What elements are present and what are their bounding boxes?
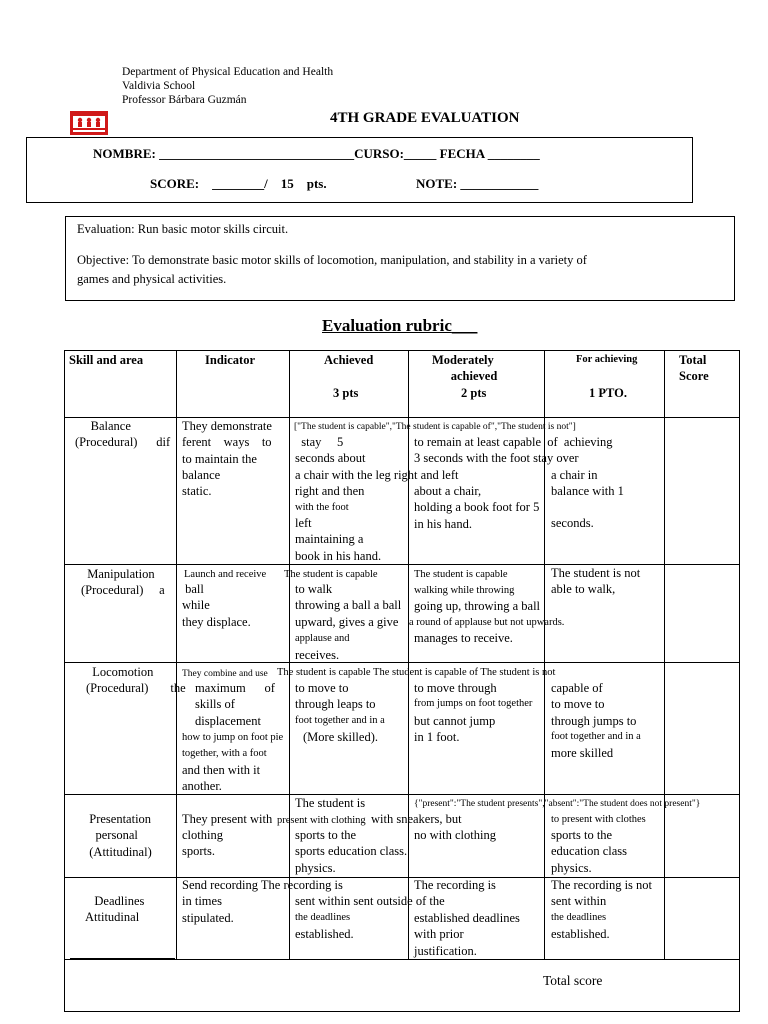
school-logo-icon [70,111,108,135]
manipulation-moderate-small-2: a round of applause but not upwards. [409,617,565,628]
presentation-indicator-2: clothing sports. [182,828,223,859]
score-line: SCORE: ________/ 15 pts. [150,176,327,191]
manipulation-moderate-small: The student is capable walking while throwing [414,569,515,597]
deadlines-for-achieving-2: established. [551,927,610,941]
locomotion-achieved-2: (More skilled). [303,730,378,744]
locomotion-for-achieving: capable of to move to through jumps to [551,681,637,728]
row-divider [64,794,739,795]
total-score-label: Total score [543,973,603,988]
deadlines-for-achieving: The recording is not sent within [551,878,653,909]
header-total: Total Score [679,353,709,384]
header-skill: Skill and area [69,353,144,367]
locomotion-indicator: maximum of skills of displacement [195,681,275,728]
balance-achieved-2: left maintaining a book in his hand. [295,516,382,563]
signature-line [70,958,175,960]
note-line: NOTE: ____________ [416,176,539,191]
balance-skill: Balance (Procedural) dif [75,419,171,450]
header-for-achieving: For achieving [576,354,638,365]
department-name: Department of Physical Education and Health [122,66,334,78]
deadlines-achieved-2: established. [295,927,354,941]
locomotion-skill: Locomotion (Procedural) the [86,665,186,696]
balance-achieved-small: with the foot [295,502,349,513]
deadlines-achieved: sent within sent outside of the [295,894,445,908]
col-divider [176,350,177,959]
rubric-title-trail: ___ [451,316,478,335]
manipulation-moderate-2: manages to receive. [414,631,513,645]
locomotion-moderate-small: from jumps on foot together [414,698,533,709]
balance-json-note: ["The student is capable","The student is capable of","The student is not"] [294,422,576,432]
col-divider [289,350,290,959]
header-moderate-pts: 2 pts [461,386,487,400]
locomotion-indicator-small-3: together, with a foot [182,748,267,759]
locomotion-indicator-small: They combine and use [182,669,268,679]
objective-line-2: games and physical activities. [77,272,227,286]
presentation-indicator: They present with [182,812,273,826]
deadlines-indicator: Send recording The recording is in times stipulated. [182,878,343,925]
objective-line-1: Objective: To demonstrate basic motor skills of locomotion, manipulation, and stability in a variety of [77,253,587,267]
locomotion-moderate-2: but cannot jump in 1 foot. [414,714,496,745]
locomotion-achieved-small: foot together and in a [295,715,385,726]
evaluation-box [65,216,735,301]
presentation-for-achieving: sports to the education class physics. [551,828,628,875]
manipulation-for-achieving: The student is not able to walk, [551,566,641,597]
manipulation-achieved-2: receives. [295,648,340,662]
name-course-date-line: NOMBRE: ______________________________CURSO:_____ FECHA ________ [93,146,540,161]
student-info-box [26,137,693,203]
page-title: 4TH GRADE EVALUATION [330,110,520,126]
header-achieved-pts: 3 pts [333,386,359,400]
manipulation-skill: Manipulation (Procedural) a [81,567,165,598]
locomotion-achieved: to move to through leaps to [295,681,376,712]
manipulation-indicator-small: Launch and receive [184,569,267,580]
balance-for-achieving: a chair in balance with 1 [551,468,624,499]
deadlines-for-achieving-small: the deadlines [551,912,607,923]
manipulation-moderate: going up, throwing a ball [414,599,541,613]
presentation-indicator-small: present with clothing [277,815,366,826]
balance-moderate-2: about a chair, holding a book foot for 5 in his hand. [414,484,540,531]
locomotion-indicator-small-2: how to jump on foot pie [182,732,284,743]
locomotion-for-achieving-2: more skilled [551,746,614,760]
presentation-moderate: no with clothing [414,828,496,842]
deadlines-skill: Deadlines Attitudinal [85,894,145,925]
header-moderate: Moderately achieved [432,353,498,384]
school-name: Valdivia School [122,80,196,92]
balance-for-achieving-2: seconds. [551,516,594,530]
locomotion-moderate: to move through [414,681,497,695]
rubric-title-text: Evaluation rubric [322,316,452,335]
locomotion-indicator-2: and then with it another. [182,763,261,794]
manipulation-achieved: to walk throwing a ball a ball upward, gives a give [295,582,402,629]
locomotion-for-achieving-small: foot together and in a [551,731,641,742]
manipulation-achieved-small: The student is capable [284,569,378,580]
presentation-achieved: The student is [295,796,366,810]
rubric-title [322,316,477,336]
presentation-achieved-2: sports to the sports education class. physics. [295,828,408,875]
evaluation-text: Evaluation: Run basic motor skills circuit. [77,222,289,236]
manipulation-achieved-small-2: applause and [295,633,350,644]
balance-indicator: They demonstrate ferent ways to to maintain the balance static. [182,419,272,499]
row-divider [64,662,739,663]
balance-moderate: to remain at least capable of achieving 3 seconds with the foot stay over [414,435,613,466]
deadlines-moderate-2: established deadlines with prior justification. [414,911,520,958]
manipulation-indicator: ball while they displace. [182,582,251,629]
header-indicator: Indicator [205,353,255,367]
presentation-indicator-mid: with sneakers, but [371,812,462,826]
deadlines-achieved-small: the deadlines [295,912,351,923]
presentation-json-note: {"present":"The student presents","absent":"The student does not present"} [414,799,701,809]
professor-name: Professor Bárbara Guzmán [122,94,247,106]
col-divider [664,350,665,959]
deadlines-moderate: The recording is [414,878,496,892]
header-for-achieving-pts: 1 PTO. [589,386,627,400]
header-achieved: Achieved [324,353,374,367]
locomotion-achieved-head: The student is capable The student is capable of The student is not [277,667,556,678]
balance-achieved: stay 5 seconds about a chair with the leg right and left right and then [295,435,459,498]
presentation-for-achieving-small: to present with clothes [551,814,646,825]
presentation-skill: Presentation personal (Attitudinal) [89,812,152,859]
